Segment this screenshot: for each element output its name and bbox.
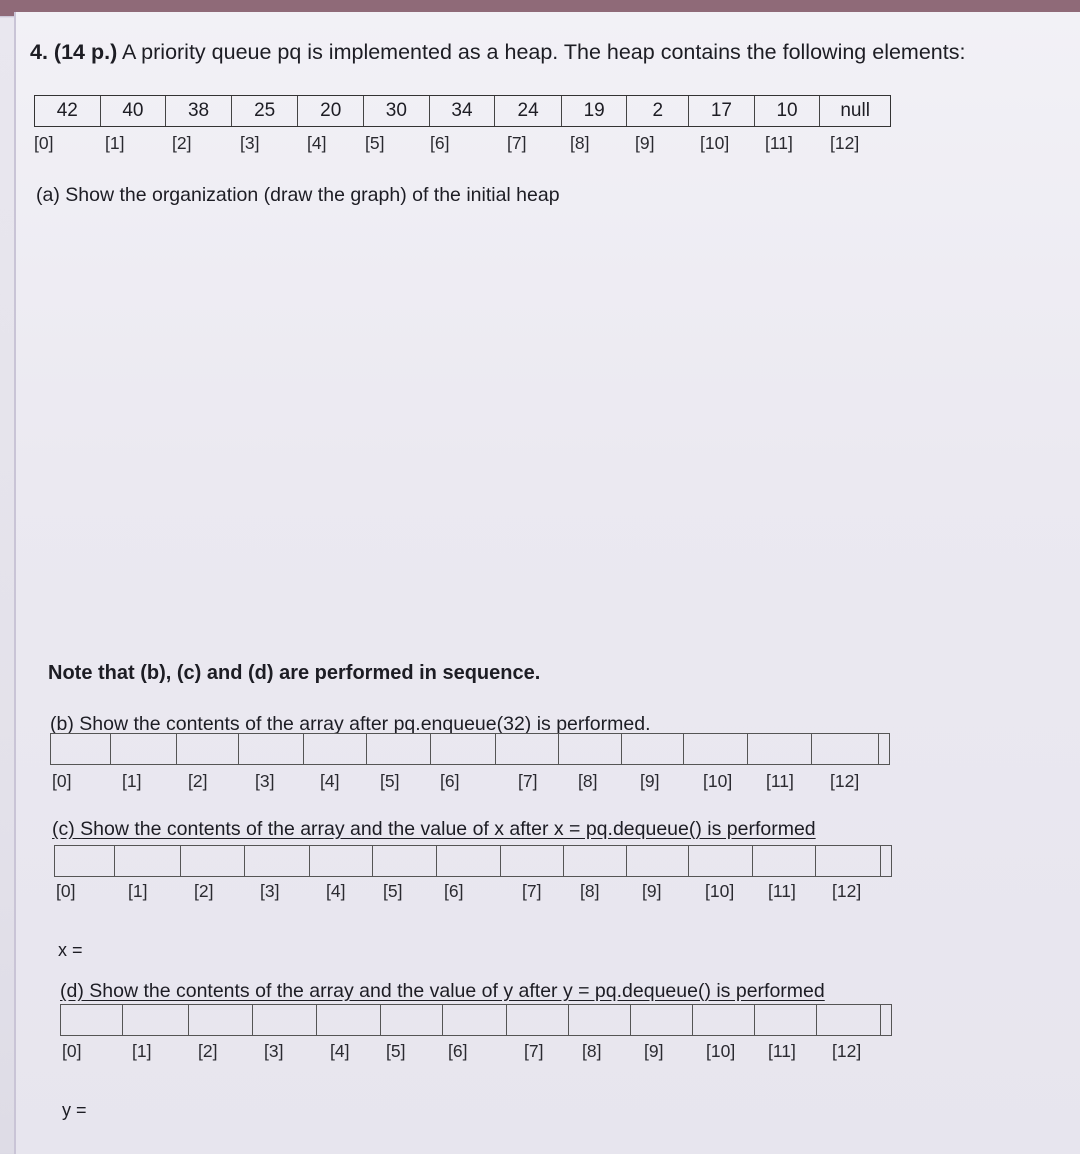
part-c-answer-array	[54, 845, 892, 877]
array-index-label: [6]	[430, 133, 450, 153]
array-index-label: [4]	[330, 1041, 350, 1061]
heap-cell: null	[840, 100, 870, 121]
part-d-answer-cell[interactable]	[507, 1005, 569, 1035]
array-index-label: [6]	[444, 881, 464, 901]
part-b-answer-cell[interactable]	[239, 734, 304, 764]
array-index-label: [2]	[194, 881, 214, 901]
part-b-answer-cell[interactable]	[559, 734, 622, 764]
array-index-label: [10]	[703, 771, 733, 791]
part-b-answer-cell[interactable]	[51, 734, 111, 764]
part-b-text: (b) Show the contents of the array after pq.enqueue(32) is performed.	[50, 713, 651, 735]
array-index-label: [12]	[830, 771, 860, 791]
array-index-label: [12]	[832, 881, 862, 901]
array-index-label: [5]	[386, 1041, 406, 1061]
part-d-answer-array	[60, 1004, 892, 1036]
part-d-answer-cell[interactable]	[189, 1005, 253, 1035]
array-index-label: [5]	[380, 771, 400, 791]
array-index-label: [12]	[832, 1041, 862, 1061]
heap-cell: 20	[298, 96, 364, 126]
array-index-label: [7]	[518, 771, 538, 791]
part-b-answer-cell[interactable]	[622, 734, 684, 764]
question-number: 4.	[30, 40, 48, 64]
part-c-answer-cell[interactable]	[627, 846, 689, 876]
heap-cell: 38	[166, 96, 232, 126]
array-index-label: [4]	[326, 881, 346, 901]
part-c-text: (c) Show the contents of the array and the value of x after x = pq.dequeue() is performed	[52, 818, 816, 840]
part-b-answer-cell[interactable]	[431, 734, 496, 764]
array-index-label: [1]	[132, 1041, 152, 1061]
part-b-answer-cell[interactable]	[177, 734, 239, 764]
part-c-answer-cell[interactable]	[564, 846, 627, 876]
part-b-answer-cell[interactable]	[367, 734, 431, 764]
part-b-answer-cell[interactable]	[304, 734, 367, 764]
array-index-label: [8]	[582, 1041, 602, 1061]
part-d-answer-cell[interactable]	[569, 1005, 631, 1035]
array-index-label: [11]	[766, 771, 794, 791]
part-c-answer-cell[interactable]	[115, 846, 181, 876]
part-b-answer-cell[interactable]	[496, 734, 559, 764]
array-index-label: [1]	[105, 133, 125, 153]
array-index-label: [9]	[640, 771, 660, 791]
array-index-label: [3]	[264, 1041, 284, 1061]
heap-cell: 42	[35, 96, 101, 126]
part-c-answer-cell[interactable]	[181, 846, 245, 876]
array-index-label: [4]	[320, 771, 340, 791]
part-c-answer-cell[interactable]	[245, 846, 310, 876]
part-b-answer-cell[interactable]	[748, 734, 812, 764]
array-index-label: [5]	[383, 881, 403, 901]
array-index-label: [12]	[830, 133, 860, 153]
part-d-answer-cell[interactable]	[253, 1005, 317, 1035]
part-d-answer-cell[interactable]	[61, 1005, 123, 1035]
array-index-label: [3]	[240, 133, 260, 153]
array-index-label: [4]	[307, 133, 327, 153]
part-b-answer-cell[interactable]	[684, 734, 748, 764]
array-index-label: [3]	[255, 771, 275, 791]
array-index-label: [8]	[578, 771, 598, 791]
heap-cell: 10	[755, 96, 821, 126]
array-index-label: [11]	[768, 881, 796, 901]
part-d-answer-cell[interactable]	[381, 1005, 443, 1035]
part-c-answer-cell[interactable]	[501, 846, 564, 876]
part-a-text: (a) Show the organization (draw the graph) of the initial heap	[36, 184, 560, 206]
question-points: (14 p.)	[53, 40, 118, 64]
part-d-answer-cell[interactable]	[443, 1005, 507, 1035]
part-d-answer-cell[interactable]	[755, 1005, 817, 1035]
array-index-label: [9]	[635, 133, 655, 153]
array-index-label: [7]	[524, 1041, 544, 1061]
part-c-answer-cell[interactable]	[55, 846, 115, 876]
part-c-answer-cell[interactable]	[753, 846, 816, 876]
part-d-answer-cell[interactable]	[631, 1005, 693, 1035]
array-index-label: [1]	[122, 771, 142, 791]
heap-cell: 40	[101, 96, 167, 126]
part-d-answer-cell[interactable]	[693, 1005, 755, 1035]
array-index-label: [9]	[642, 881, 662, 901]
question-text: A priority queue pq is implemented as a heap. The heap contains the following elements:	[122, 40, 966, 64]
heap-cell: 34	[430, 96, 496, 126]
array-index-label: [7]	[522, 881, 542, 901]
array-index-label: [3]	[260, 881, 280, 901]
array-index-label: [9]	[644, 1041, 664, 1061]
part-c-answer-cell[interactable]	[689, 846, 753, 876]
part-b-answer-array	[50, 733, 890, 765]
array-index-label: [0]	[34, 133, 54, 153]
heap-array-table	[34, 95, 891, 127]
part-d-text: (d) Show the contents of the array and the value of y after y = pq.dequeue() is performed	[60, 980, 825, 1002]
array-index-label: [2]	[172, 133, 192, 153]
part-b-answer-cell[interactable]	[111, 734, 177, 764]
heap-cell: 30	[364, 96, 430, 126]
y-value-label: y =	[62, 1100, 87, 1120]
part-b-answer-cell[interactable]	[812, 734, 879, 764]
question-title	[30, 40, 965, 65]
heap-cell: 17	[689, 96, 755, 126]
array-index-label: [6]	[440, 771, 460, 791]
array-index-label: [10]	[700, 133, 730, 153]
array-index-label: [0]	[52, 771, 72, 791]
array-index-label: [10]	[705, 881, 735, 901]
heap-cell: 25	[232, 96, 299, 126]
array-index-label: [0]	[56, 881, 76, 901]
part-d-answer-cell[interactable]	[317, 1005, 381, 1035]
part-c-answer-cell[interactable]	[310, 846, 373, 876]
array-index-label: [11]	[768, 1041, 796, 1061]
heap-cell: 19	[562, 96, 628, 126]
array-index-label: [11]	[765, 133, 793, 153]
part-d-answer-cell[interactable]	[817, 1005, 881, 1035]
array-index-label: [2]	[198, 1041, 218, 1061]
array-index-label: [2]	[188, 771, 208, 791]
array-index-label: [8]	[580, 881, 600, 901]
array-index-label: [5]	[365, 133, 385, 153]
heap-cell: 2	[627, 96, 689, 126]
part-c-answer-cell[interactable]	[816, 846, 881, 876]
array-index-label: [0]	[62, 1041, 82, 1061]
part-c-answer-cell[interactable]	[437, 846, 501, 876]
sequence-note: Note that (b), (c) and (d) are performed in sequence.	[48, 662, 541, 684]
part-d-answer-cell[interactable]	[123, 1005, 189, 1035]
array-index-label: [10]	[706, 1041, 736, 1061]
heap-cell: 24	[495, 96, 562, 126]
array-index-label: [8]	[570, 133, 590, 153]
array-index-label: [7]	[507, 133, 527, 153]
array-index-label: [6]	[448, 1041, 468, 1061]
part-c-answer-cell[interactable]	[373, 846, 437, 876]
x-value-label: x =	[58, 940, 83, 960]
array-index-label: [1]	[128, 881, 148, 901]
